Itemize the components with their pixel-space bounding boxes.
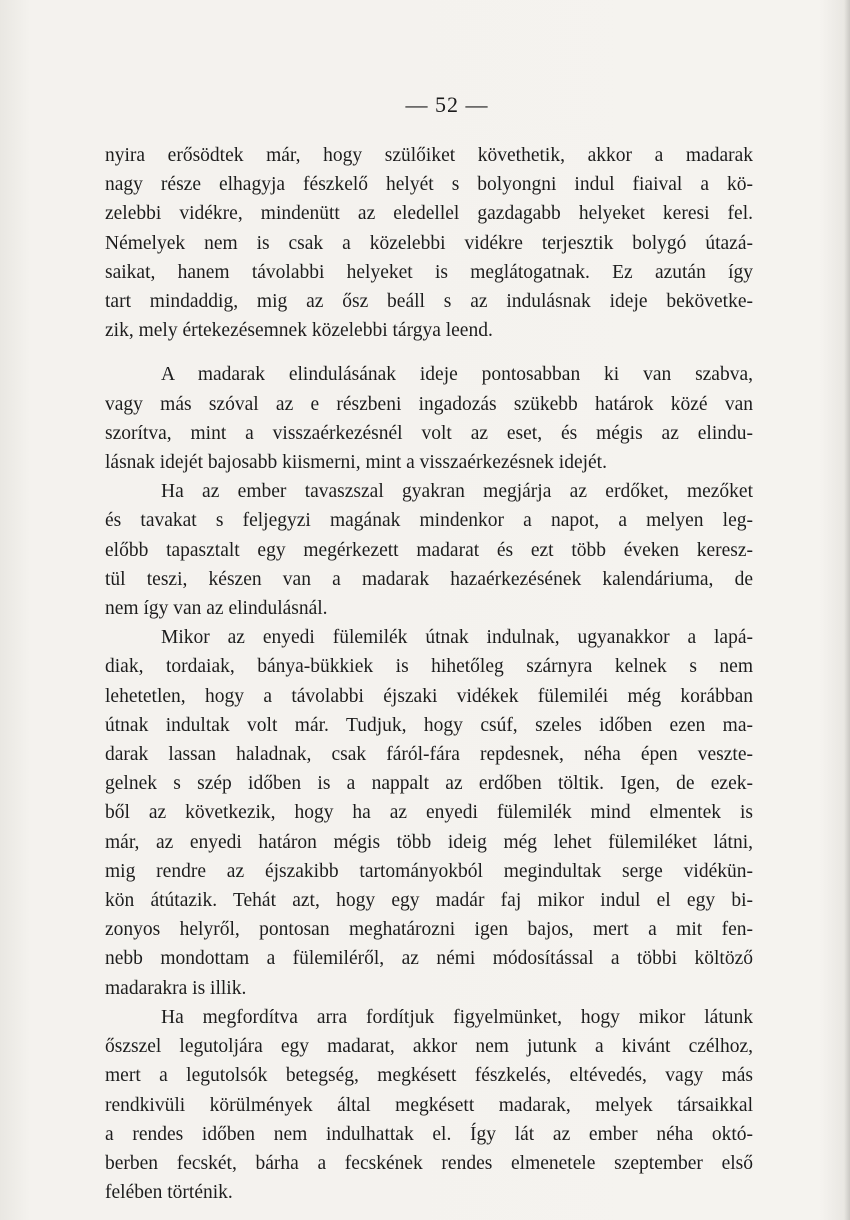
- text-line: tül teszi, készen van a madarak hazaérkezésének kalendáriuma, de: [105, 568, 753, 590]
- paragraph: [105, 623, 753, 1003]
- paragraph-gap: [105, 345, 753, 360]
- text-line: lehetetlen, hogy a távolabbi éjszaki vidékek fülemiléi még korábban: [105, 685, 753, 707]
- text-line: nyira erősödtek már, hogy szülőiket követhetik, akkor a madarak: [105, 145, 753, 166]
- text-line: szorítva, mint a visszaérkezésnél volt az eset, és mégis az elindu-: [105, 422, 753, 444]
- text-line: felében történik.: [105, 1182, 233, 1204]
- paragraph: [105, 1003, 753, 1207]
- text-line: ből az következik, hogy ha az enyedi fülemilék mind elmentek is: [105, 802, 753, 824]
- text-line: már, az enyedi határon mégis több ideig még lehet fülemiléket látni,: [105, 831, 753, 853]
- text-line: lásnak idejét bajosabb kiismerni, mint a visszaérkezésnek idejét.: [105, 452, 607, 474]
- body-text: [105, 141, 753, 1207]
- text-line: nem így van az elindulásnál.: [105, 598, 328, 620]
- text-line: mert a legutolsók betegség, megkésett fészkelés, eltévedés, vagy más: [105, 1065, 753, 1087]
- text-line: kön átútazik. Tehát azt, hogy egy madár faj mikor indul el egy bi-: [105, 890, 753, 912]
- paragraph: [105, 141, 753, 345]
- text-line: Ha megfordítva arra fordítjuk figyelmünket, hogy mikor látunk: [161, 1006, 753, 1028]
- text-line: útnak indultak volt már. Tudjuk, hogy csúf, szeles időben ezen ma-: [105, 714, 753, 736]
- text-line: vagy más szóval az e részbeni ingadozás szükebb határok közé van: [105, 393, 753, 415]
- page-edge-shadow: [844, 0, 850, 1220]
- page-number: — 52 —: [405, 92, 489, 117]
- text-line: Ha az ember tavaszszal gyakran megjárja az erdőket, mezőket: [161, 481, 753, 503]
- text-line: gelnek s szép időben is a nappalt az erdőben töltik. Igen, de ezek-: [105, 773, 753, 795]
- text-line: zelebbi vidékre, mindenütt az eledellel gazdagabb helyeket keresi fel.: [105, 203, 753, 225]
- paragraph: [105, 360, 753, 477]
- text-line: berben fecskét, bárha a fecskének rendes elmenetele szeptember első: [105, 1152, 753, 1174]
- text-line: és tavakat s feljegyzi magának mindenkor a napot, a melyen leg-: [105, 510, 753, 532]
- text-line: A madarak elindulásának ideje pontosabban ki van szabva,: [161, 364, 753, 386]
- text-line: Mikor az enyedi fülemilék útnak indulnak, ugyanakkor a lapá-: [161, 627, 753, 649]
- text-line: őszszel legutoljára egy madarat, akkor nem jutunk a kivánt czélhoz,: [105, 1036, 753, 1058]
- text-line: diak, tordaiak, bánya-bükkiek is hihetőleg szárnyra kelnek s nem: [105, 656, 753, 678]
- text-line: darak lassan haladnak, csak fáról-fára repdesnek, néha épen veszte-: [105, 744, 753, 766]
- text-line: zik, mely értekezésemnek közelebbi tárgya leend.: [105, 320, 493, 342]
- text-line: zonyos helyről, pontosan meghatározni igen bajos, mert a mit fen-: [105, 919, 753, 941]
- text-line: nagy része elhagyja fészkelő helyét s bolyongni indul fiaival a kö-: [105, 174, 753, 196]
- text-line: rendkivüli körülmények által megkésett madarak, melyek társaikkal: [105, 1094, 753, 1116]
- text-line: tart mindaddig, mig az ősz beáll s az indulásnak ideje bekövetke-: [105, 291, 753, 313]
- text-line: madarakra is illik.: [105, 977, 247, 999]
- text-line: mig rendre az éjszakibb tartományokból megindultak serge vidékün-: [105, 860, 753, 882]
- text-line: saikat, hanem távolabbi helyeket is meglátogatnak. Ez azután így: [105, 261, 753, 283]
- text-line: a rendes időben nem indulhattak el. Így lát az ember néha októ-: [105, 1123, 753, 1145]
- text-line: előbb tapasztalt egy megérkezett madarat és ezt több éveken keresz-: [105, 539, 753, 561]
- text-line: Némelyek nem is csak a közelebbi vidékre terjesztik bolygó útazá-: [105, 232, 753, 254]
- text-line: nebb mondottam a fülemiléről, az némi módosítással a többi költöző: [105, 948, 753, 970]
- paragraph: [105, 477, 753, 623]
